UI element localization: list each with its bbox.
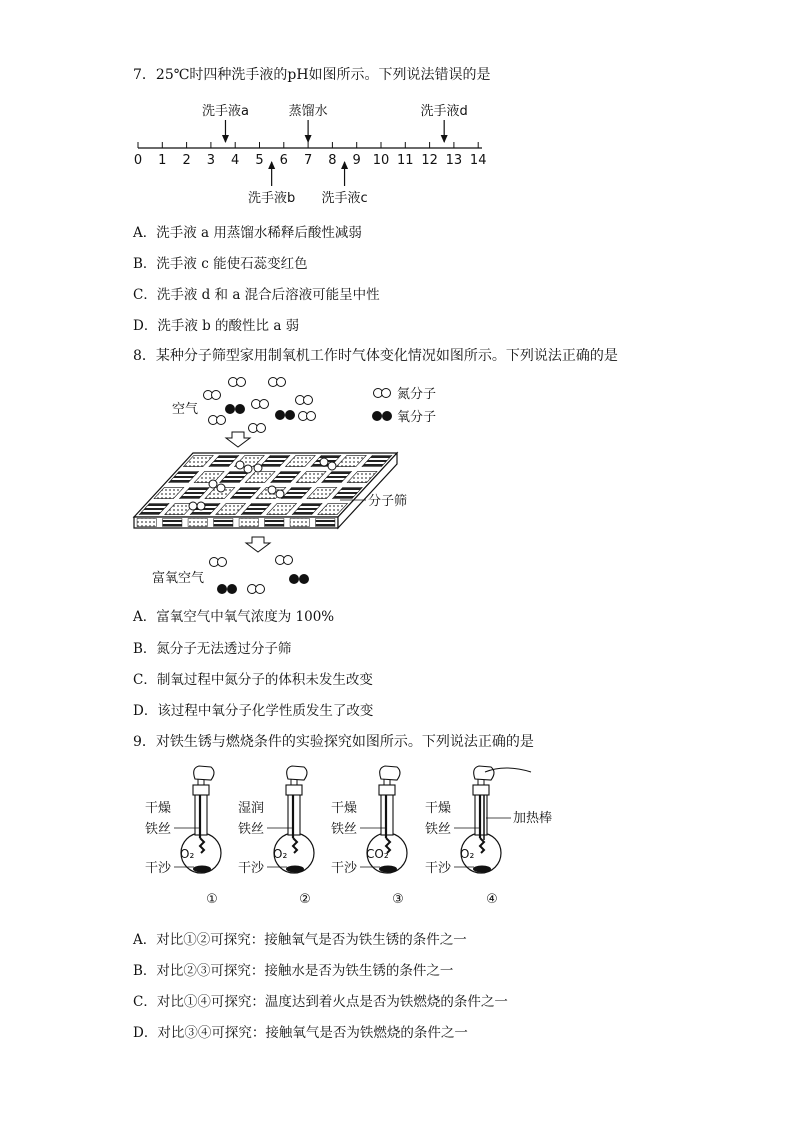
svg-text:铁丝: 铁丝 [145,822,172,837]
ph-tick-label: 8 [328,153,337,168]
ph-tick-label: 0 [133,153,143,168]
svg-text:铁丝: 铁丝 [238,822,265,837]
svg-text:洗手液c: 洗手液c [321,191,368,206]
svg-text:干沙: 干沙 [238,861,265,876]
flask-2 [238,766,314,907]
flask-3 [331,766,407,907]
q9-option-c[interactable]: C．对比①④可探究：温度达到着火点是否为铁燃烧的条件之一 [133,994,508,1010]
svg-text:干沙: 干沙 [331,861,358,876]
svg-text:洗手液b: 洗手液b [248,191,296,206]
q7-option-b[interactable]: B．洗手液 c 能使石蕊变红色 [133,256,308,272]
svg-text:加热棒: 加热棒 [513,811,553,826]
label-rich: 富氧空气 [152,571,205,586]
svg-text:湿润: 湿润 [238,801,265,816]
svg-text:干燥: 干燥 [331,801,358,816]
ph-tick-label: 6 [279,153,288,168]
svg-text:②: ② [299,892,311,907]
svg-text:干燥: 干燥 [145,801,172,816]
svg-text:洗手液a: 洗手液a [201,104,249,119]
svg-text:O₂: O₂ [460,847,475,861]
svg-text:洗手液d: 洗手液d [420,104,468,119]
ph-tick-label: 7 [303,153,313,168]
q8-stem: 8．某种分子筛型家用制氧机工作时气体变化情况如图所示。下列说法正确的是 [133,348,618,364]
ph-tick-label: 11 [397,153,414,168]
ph-tick-label: 14 [469,153,487,168]
q8-option-d[interactable]: D．该过程中氧分子化学性质发生了改变 [133,703,374,719]
q9-option-a[interactable]: A．对比①②可探究：接触氧气是否为铁生锈的条件之一 [133,932,467,948]
svg-text:干沙: 干沙 [145,861,172,876]
q8-option-c[interactable]: C．制氧过程中氮分子的体积未发生改变 [133,672,373,688]
ph-tick-label: 12 [421,153,438,168]
q8-option-b[interactable]: B．氮分子无法透过分子筛 [133,641,292,657]
svg-text:铁丝: 铁丝 [425,822,452,837]
svg-text:O₂: O₂ [180,847,195,861]
ph-tick-label: 13 [445,153,463,168]
svg-text:氧分子: 氧分子 [397,410,437,425]
ph-tick-label: 4 [231,153,240,168]
q8-option-a[interactable]: A．富氧空气中氧气浓度为 100% [133,609,335,625]
q7-option-d[interactable]: D．洗手液 b 的酸性比 a 弱 [133,318,300,334]
svg-text:蒸馏水: 蒸馏水 [288,104,328,119]
svg-text:①: ① [206,892,218,907]
label-sieve: 分子筛 [368,494,408,509]
q7-option-c[interactable]: C．洗手液 d 和 a 混合后溶液可能呈中性 [133,287,380,303]
ph-tick-label: 3 [206,153,216,168]
q9-option-d[interactable]: D．对比③④可探究：接触氧气是否为铁燃烧的条件之一 [133,1025,468,1041]
svg-text:氮分子: 氮分子 [397,387,437,402]
svg-text:④: ④ [486,892,498,907]
svg-text:铁丝: 铁丝 [331,822,358,837]
ph-tick-label: 10 [372,153,390,168]
svg-text:O₂: O₂ [273,847,288,861]
ph-tick-label: 1 [158,153,167,168]
flask-4 [425,766,552,907]
q9-stem: 9．对铁生锈与燃烧条件的实验探究如图所示。下列说法正确的是 [133,734,534,750]
label-air: 空气 [172,402,199,417]
q9-option-b[interactable]: B．对比②③可探究：接触水是否为铁生锈的条件之一 [133,963,454,979]
svg-text:CO₂: CO₂ [366,847,389,861]
ph-tick-label: 5 [255,153,264,168]
q7-option-a[interactable]: A．洗手液 a 用蒸馏水稀释后酸性减弱 [133,225,362,241]
ph-tick-label: 2 [182,153,191,168]
ph-tick-label: 9 [352,153,361,168]
svg-text:干沙: 干沙 [425,861,452,876]
svg-text:③: ③ [392,892,404,907]
q7-stem: 7．25℃时四种洗手液的pH如图所示。下列说法错误的是 [133,67,491,83]
svg-text:干燥: 干燥 [425,801,452,816]
flask-1 [145,766,221,907]
